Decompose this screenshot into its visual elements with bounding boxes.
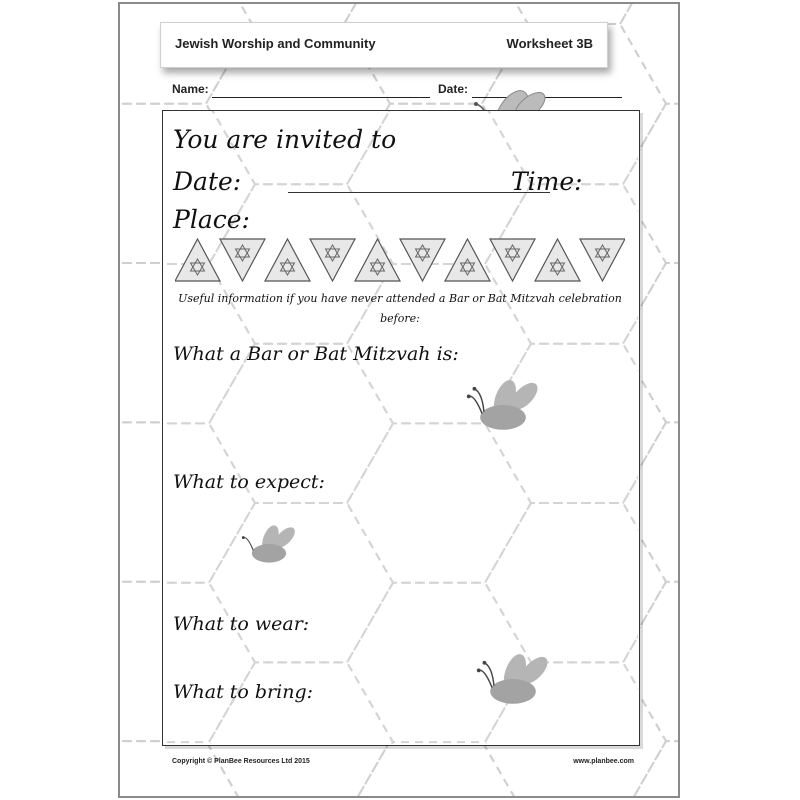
worksheet-number: Worksheet 3B [506,36,593,51]
hexagon-shape [623,111,638,264]
bee-icon [473,647,553,711]
date-label: Date: [438,82,469,96]
website-link[interactable]: www.planbee.com [573,758,634,765]
invitation-time-label: Time: [511,167,583,196]
info-text: Useful information if you have never attended a Bar or Bat Mitzvah celebration before: [178,292,622,325]
section-what-is: What a Bar or Bat Mitzvah is: [173,343,459,365]
section-what-to-expect: What to expect: [173,471,325,493]
section-what-to-bring: What to bring: [173,681,314,703]
hexagon-shape [620,4,678,104]
bee-icon [463,373,543,437]
hexagon-shape [347,423,531,582]
invitation-heading: You are invited to [173,125,397,154]
invitation-card [162,110,640,746]
invitation-place-label: Place: [173,205,250,234]
hexagon-shape [623,423,638,582]
name-field-line[interactable] [212,97,430,98]
bee-icon [239,521,299,567]
hexagon-shape [206,4,390,24]
worksheet-page [118,2,680,798]
star-of-david-bunting [175,237,625,283]
hexagon-shape [163,583,255,742]
hexagon-shape [485,503,638,662]
name-label: Name: [172,82,209,96]
section-what-to-wear: What to wear: [173,613,310,635]
hexagon-shape [482,4,666,24]
hexagon-shape [623,583,638,742]
hexagon-shape [209,662,393,744]
hexagon-shape [209,503,393,662]
hexagon-shape [623,264,638,423]
hexagon-shape [344,741,528,796]
hexagon-shape [120,741,252,796]
copyright-notice: Copyright © PlanBee Resources Ltd 2015 [172,758,310,765]
worksheet-topic-title: Jewish Worship and Community [175,36,376,51]
header-banner [160,22,608,68]
invitation-date-label: Date: [173,167,242,196]
